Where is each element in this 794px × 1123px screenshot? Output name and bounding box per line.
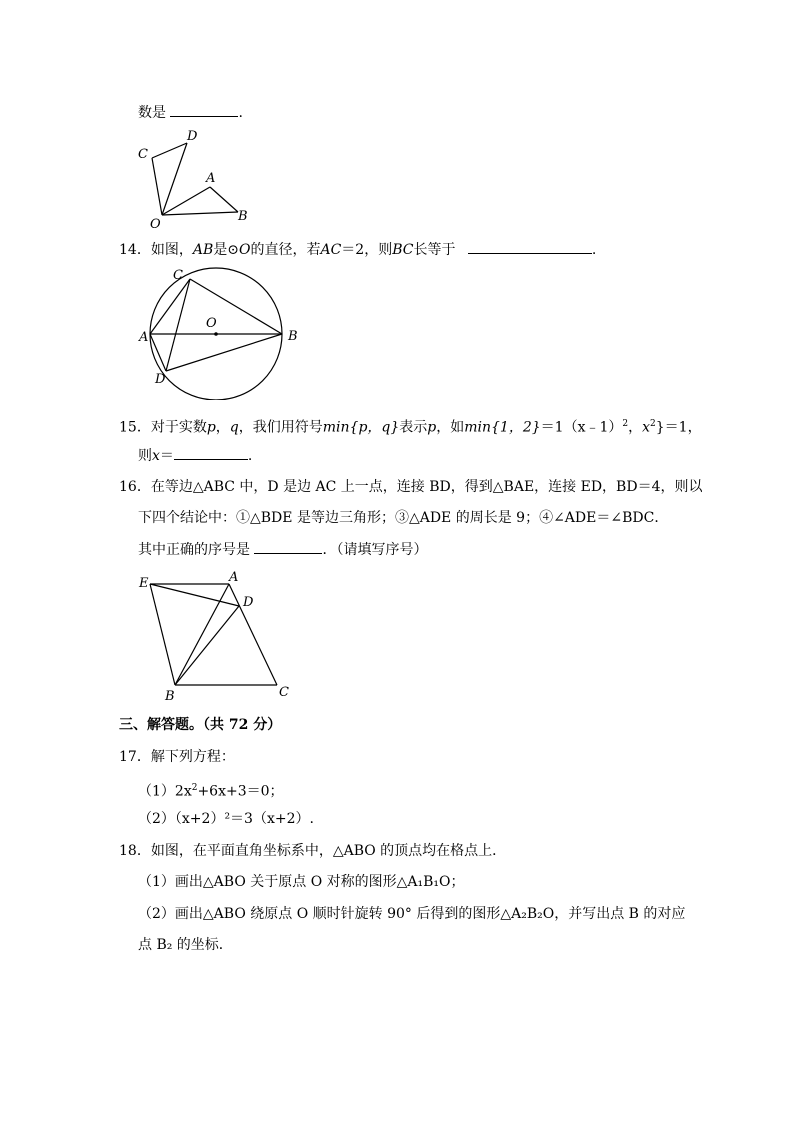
q14-text: 是⊙	[213, 242, 239, 258]
fig13-label-C: C	[138, 147, 148, 162]
q14-var: O	[238, 242, 251, 258]
q13-answer-blank[interactable]	[170, 102, 238, 117]
q15-answer-blank[interactable]	[174, 445, 248, 460]
fig14-label-C: C	[173, 268, 183, 283]
q15-var: p	[206, 419, 216, 436]
q18-title	[119, 841, 506, 861]
q15-text: ，	[215, 419, 230, 436]
q15-text: 表示	[399, 419, 428, 436]
q15-line2	[138, 445, 252, 466]
q16-answer-blank[interactable]	[254, 539, 322, 554]
q15-line1	[119, 414, 702, 438]
q16-line3	[138, 539, 427, 560]
fig16-label-D: D	[243, 595, 254, 610]
q17-sup: 2	[191, 783, 198, 793]
q15-text: ，如	[436, 419, 465, 436]
q15-text: ，我们用符号	[238, 419, 323, 436]
q15-text: }＝1，	[655, 419, 702, 436]
q16-number: 16．	[119, 479, 151, 495]
fig16-label-A: A	[229, 570, 239, 585]
q14-text: 如图，	[150, 242, 193, 258]
q17-title	[119, 747, 235, 767]
q17-text: +6x+3＝0；	[197, 783, 284, 800]
q18-part2b: 点 B₂ 的坐标．	[138, 937, 233, 953]
q15-end: .	[247, 448, 253, 464]
q15-sup: 2	[622, 419, 629, 429]
fig16-label-E: E	[139, 576, 149, 591]
fig14-label-D: D	[155, 372, 166, 387]
fig16-label-C: C	[279, 685, 289, 700]
q15-var: min{p，q}	[322, 419, 400, 436]
fig14-label-O: O	[206, 316, 217, 331]
q14-text: 的直径，若	[250, 242, 321, 258]
q15-var: x	[642, 419, 651, 436]
q14-line	[119, 239, 596, 260]
fig14-label-B: B	[288, 329, 298, 344]
q13-tail-text: 数是	[138, 105, 166, 121]
q15-var: p	[427, 419, 437, 436]
q15-text: ＝1（x﹣1）	[540, 419, 623, 436]
q17-number: 17．	[119, 749, 151, 765]
fig13-label-O: O	[150, 217, 161, 230]
q14-var: BC	[392, 242, 414, 258]
q15-var: min{1，2}	[464, 419, 541, 436]
q15-sup: 2	[650, 419, 656, 429]
q17-text: 解下列方程：	[150, 749, 235, 765]
q18-number: 18．	[119, 843, 151, 859]
q15-text: ，	[628, 419, 643, 436]
fig13-label-D: D	[187, 129, 198, 144]
q15-var: q	[229, 419, 239, 436]
section-3-heading: 三、解答题。（共 72 分）	[119, 717, 282, 733]
q18-part1: （1）画出△ABO 关于原点 O 对称的图形△A₁B₁O；	[138, 874, 465, 890]
q16-line2: 下四个结论中：①△BDE 是等边三角形；③△ADE 的周长是 9；④∠ADE＝∠BDC．	[138, 510, 669, 526]
q14-var: AB	[192, 242, 214, 258]
q17-part2: （2）（x+2）²＝3（x+2）.	[138, 811, 314, 827]
q16-line1	[119, 477, 702, 497]
q15-text: 则	[138, 448, 152, 464]
q14-var: AC	[320, 242, 342, 258]
q15-text: 对于实数	[150, 419, 207, 436]
q16-text: 在等边△ABC 中，D 是边 AC 上一点，连接 BD，得到△BAE，连接 ED，BD＝4，则以	[150, 479, 703, 495]
q16-text: ．（请填写序号）	[322, 542, 428, 558]
figure-14	[136, 265, 306, 400]
fig13-label-B: B	[238, 209, 248, 224]
q15-var: x	[152, 448, 160, 464]
q15-number: 15．	[119, 419, 151, 436]
q14-text: ＝2，则	[341, 242, 393, 258]
q14-answer-blank[interactable]	[468, 239, 592, 254]
q16-text: 其中正确的序号是	[138, 542, 250, 558]
fig16-label-B: B	[165, 689, 175, 704]
q15-text: ＝	[159, 448, 174, 464]
q14-end: .	[591, 242, 597, 258]
q18-part2a: （2）画出△ABO 绕原点 O 顺时针旋转 90° 后得到的图形△A₂B₂O，并写出点 B 的对应	[138, 906, 686, 922]
figure-16	[132, 568, 302, 706]
q17-part1	[138, 778, 284, 802]
fig14-label-A: A	[139, 330, 149, 345]
q13-end: .	[238, 105, 243, 121]
q18-text: 如图，在平面直角坐标系中，△ABO 的顶点均在格点上．	[150, 843, 507, 859]
q13-tail	[138, 102, 243, 123]
fig13-label-A: A	[206, 171, 216, 186]
q14-number: 14．	[119, 242, 151, 258]
q17-text: （1）2x	[138, 783, 192, 800]
figure-13	[130, 126, 260, 230]
q14-text: 长等于	[413, 242, 456, 258]
